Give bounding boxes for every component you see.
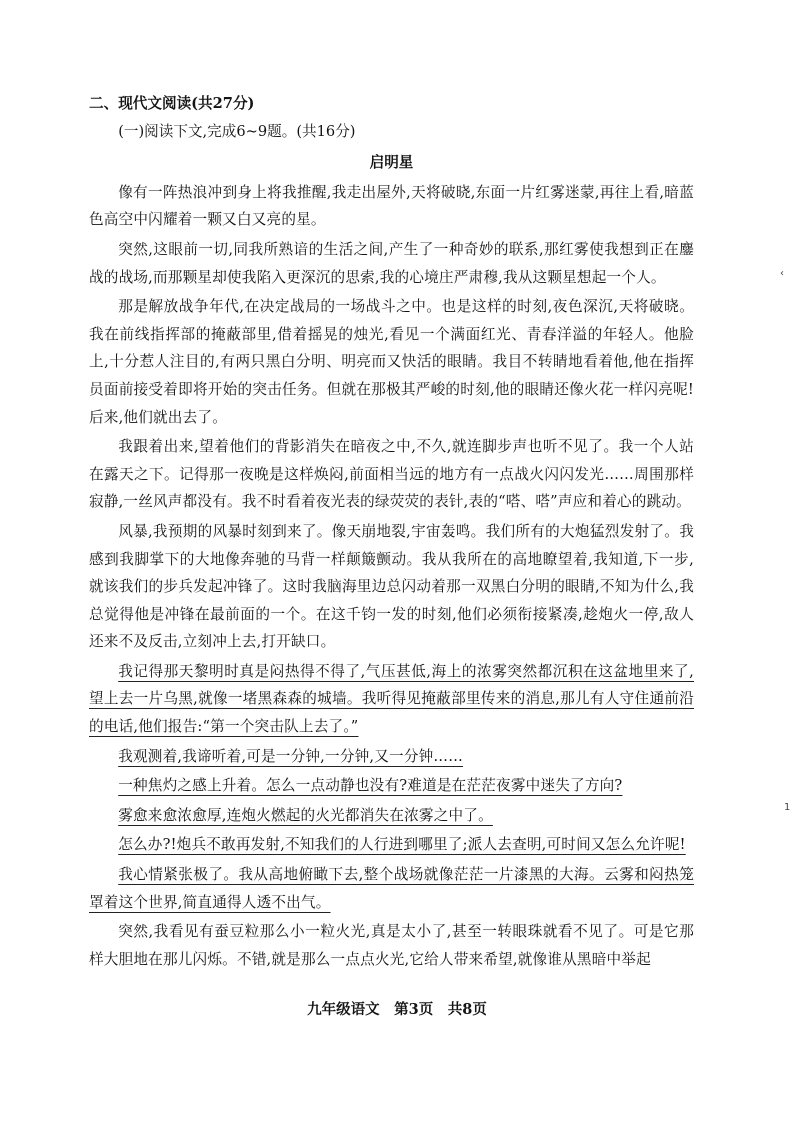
- question-instruction: (一)阅读下文,完成6~9题。(共16分): [118, 122, 356, 140]
- paragraph-text: 我心情紧张极了。我从高地俯瞰下去,整个战场就像茫茫一片漆黑的大海。云雾和闷热笼罩着这个世界,简直通得人透不出气。: [89, 866, 694, 911]
- paragraph-text: 风暴,我预期的风暴时刻到来了。像天崩地裂,宇宙轰鸣。我们所有的大炮猛烈发射了。我感到我脚掌下的大地像奔驰的马背一样颠簸颤动。我从我所在的高地瞭望着,我知道,下一步,就该我们的步兵发起冲锋了。这时我脑海里边总闪动着那一双黑白分明的眼睛,不知为什么,我总觉得他是冲锋在最前面的一个。在这千钧一发的时刻,他们必须衔接紧凑,趁炮火一停,敌人还来不及反击,立刻冲上去,打开缺口。: [89, 522, 694, 651]
- page-footer: 九年级语文 第3页 共8页: [307, 1001, 487, 1018]
- paragraph-text: 突然,我看见有蚕豆粒那么小一粒火光,真是太小了,甚至一转眼珠就看不见了。可是它那样大胆地在那儿闪烁。不错,就是那么一点点火光,它给人带来希望,就像谁从黑暗中举起: [89, 923, 694, 968]
- margin-mark: 1: [784, 802, 791, 813]
- paragraph-text: 那是解放战争年代,在决定战局的一场战斗之中。也是这样的时刻,夜色深沉,天将破晓。我在前线指挥部的掩蔽部里,借着摇晃的烛光,看见一个满面红光、青春洋溢的年轻人。他脸上,十分惹人注目的,有两只黑白分明、明亮而又快活的眼睛。我目不转睛地看着他,他在指挥员面前接受着即将开始的突击任务。但就在那极其严峻的时刻,他的眼睛还像火花一样闪亮呢!后来,他们就出去了。: [89, 298, 694, 426]
- margin-mark: ‹: [780, 268, 784, 279]
- essay-paragraph: [89, 861, 694, 916]
- paragraph-text: 我跟着出来,望着他们的背影消失在暗夜之中,不久,就连脚步声也听不见了。我一个人站在露天之下。记得那一夜晚是这样焕闷,前面相当远的地方有一点战火闪闪发光……周围那样寂静,一丝风声都没有。我不时看着夜光表的绿荧荧的表针,表的“嗒、嗒”声应和着心的跳动。: [89, 438, 694, 511]
- essay-title: 启明星: [369, 154, 414, 172]
- essay-paragraph: [89, 433, 694, 516]
- essay-paragraph: [89, 918, 694, 973]
- paragraph-text: 雾愈来愈浓愈厚,连炮火燃起的火光都消失在浓雾之中了。: [118, 806, 493, 824]
- section-title: 二、现代文阅读(共27分): [89, 95, 255, 112]
- essay-paragraph: [89, 831, 694, 859]
- paragraph-text: 怎么办?!炮兵不敢再发射,不知我们的人行进到哪里了;派人去查明,可时间又怎么允许呢!: [118, 836, 686, 854]
- essay-paragraph: [89, 518, 694, 656]
- paragraph-text: 突然,这眼前一切,同我所熟谙的生活之间,产生了一种奇妙的联系,那红雾使我想到正在鏖战的战场,而那颗星却使我陷入更深沉的思索,我的心境庄严肃穆,我从这颗星想起一个人。: [89, 240, 694, 286]
- essay-paragraph: [89, 658, 694, 741]
- essay-paragraph: [89, 772, 694, 800]
- reading-section: [89, 90, 694, 975]
- essay-paragraph: [89, 179, 694, 234]
- paragraph-text: 我记得那天黎明时真是闷热得不得了,气压甚低,海上的浓雾突然都沉积在这盆地里来了,望上去一片乌黑,就像一堵黑森森的城墙。我听得见掩蔽部里传来的消息,那儿有人守住通前沿的电话,他们报告:“第一个突击队上去了。”: [89, 662, 694, 736]
- essay-paragraph: [89, 293, 694, 431]
- paragraph-text: 我观测着,我谛听着,可是一分钟,一分钟,又一分钟……: [118, 747, 464, 765]
- essay-paragraph: [89, 743, 694, 771]
- paragraph-text: 一种焦灼之感上升着。怎么一点动静也没有?难道是在茫茫夜雾中迷失了方向?: [118, 777, 623, 795]
- essay-paragraph: [89, 236, 694, 291]
- essay-body: [89, 179, 694, 974]
- essay-paragraph: [89, 802, 694, 830]
- paragraph-text: 像有一阵热浪冲到身上将我推醒,我走出屋外,天将破晓,东面一片红雾迷蒙,再往上看,暗蓝色高空中闪耀着一颗又白又亮的星。: [89, 183, 694, 229]
